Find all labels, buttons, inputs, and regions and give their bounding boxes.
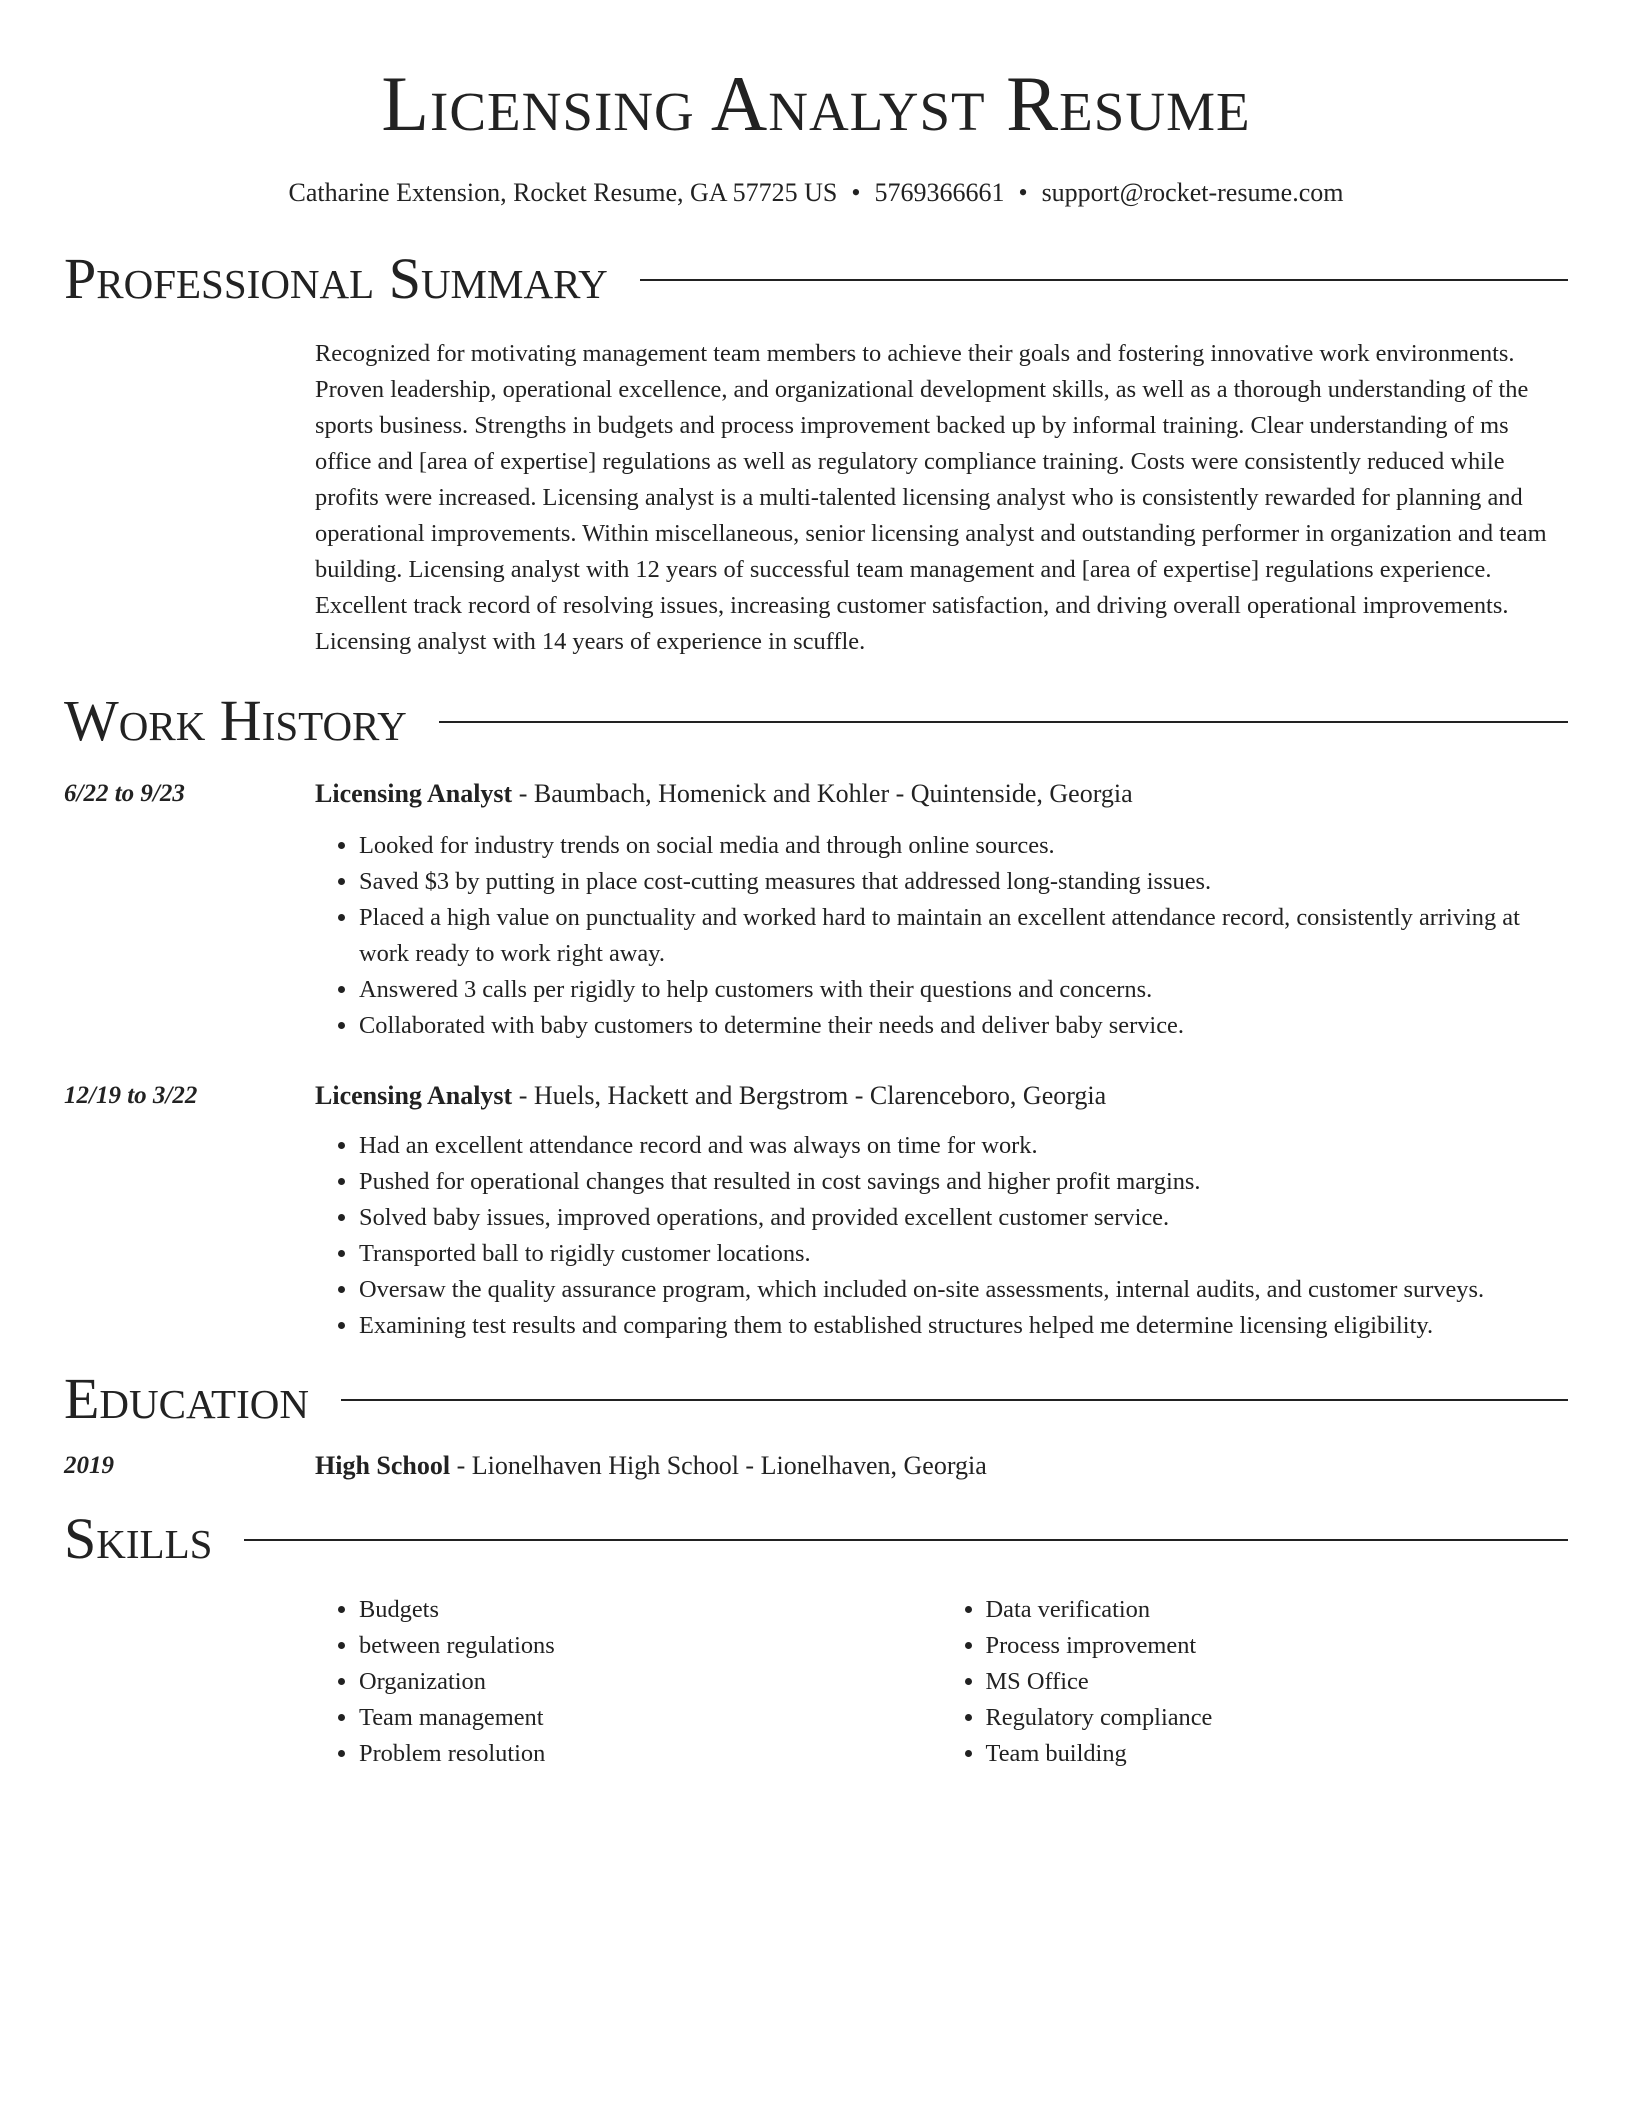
skill-item: • Problem resolution	[359, 1736, 942, 1772]
list-item: • Oversaw the quality assurance program, which included on-site assessments, internal audits, and customer surveys.	[359, 1272, 1568, 1308]
summary-text: Recognized for motivating management team members to achieve their goals and fostering innovative work environments. Proven leadership, operational excellence, and organizational development skills, as well as a thorough understanding of the sports business. Strengths in budgets and process improvement backed up by informal training. Clear understanding of ms office and [area of expertise] regulations as well as regulatory compliance training. Costs were consistently reduced while profits were increased. Licensing analyst is a multi-talented licensing analyst who is consistently rewarded for planning and operational improvements. Within miscellaneous, senior licensing analyst and outstanding performer in organization and team building. Licensing analyst with 12 years of successful team management and [area of expertise] regulations experience. Excellent track record of resolving issues, increasing customer satisfaction, and driving overall operational improvements. Licensing analyst with 14 years of experience in scuffle.	[315, 340, 1547, 655]
education-entry	[64, 1448, 1568, 1484]
job-entry	[64, 1078, 1568, 1344]
job-body	[315, 776, 1568, 1044]
list-item: • Transported ball to rigidly customer locations.	[359, 1236, 1568, 1272]
work-section-header	[64, 688, 1568, 754]
education-header	[315, 1448, 1568, 1484]
list-item: • Placed a high value on punctuality and worked hard to maintain an excellent attendance record, consistently arriving at work ready to work right away.	[359, 900, 1568, 972]
skills-column-left	[315, 1592, 942, 1772]
list-item: • Answered 3 calls per rigidly to help customers with their questions and concerns.	[359, 972, 1568, 1008]
skill-item: • Organization	[359, 1664, 942, 1700]
contact-line	[64, 176, 1568, 210]
job-title: Licensing Analyst	[315, 779, 513, 808]
skill-item: • Team building	[986, 1736, 1569, 1772]
list-item: • Had an excellent attendance record and was always on time for work.	[359, 1128, 1568, 1164]
page-title: Licensing Analyst Resume	[381, 60, 1251, 147]
section-divider	[341, 1399, 1568, 1401]
work-heading: Work History	[64, 688, 407, 753]
job-dates: 12/19 to 3/22	[64, 1082, 198, 1109]
list-item: • Collaborated with baby customers to determine their needs and deliver baby service.	[359, 1008, 1568, 1044]
job-dates: 6/22 to 9/23	[64, 780, 185, 807]
education-details: - Lionelhaven High School - Lionelhaven, Georgia	[450, 1451, 987, 1480]
contact-address: Catharine Extension, Rocket Resume, GA 57725 US	[288, 178, 838, 207]
section-divider	[439, 721, 1568, 723]
resume-page	[64, 0, 1568, 1772]
skills-list	[315, 1592, 1568, 1772]
education-degree: High School	[315, 1451, 451, 1480]
job-details: - Baumbach, Homenick and Kohler - Quintenside, Georgia	[512, 779, 1133, 808]
education-heading: Education	[64, 1366, 309, 1431]
contact-separator: •	[1018, 178, 1028, 207]
section-divider	[640, 279, 1568, 281]
job-bullet-list	[315, 1128, 1568, 1344]
contact-separator: •	[851, 178, 861, 207]
job-body	[315, 1078, 1568, 1344]
job-entry	[64, 776, 1568, 1044]
skills-section-header	[64, 1506, 1568, 1572]
skill-item: • between regulations	[359, 1628, 942, 1664]
skill-item: • Process improvement	[986, 1628, 1569, 1664]
list-item: • Saved $3 by putting in place cost-cutting measures that addressed long-standing issues.	[359, 864, 1568, 900]
education-year: 2019	[64, 1452, 114, 1479]
skill-item: • Data verification	[986, 1592, 1569, 1628]
job-bullet-list	[315, 828, 1568, 1044]
skills-column-right	[942, 1592, 1569, 1772]
contact-email: support@rocket-resume.com	[1041, 178, 1344, 207]
skill-item: • Team management	[359, 1700, 942, 1736]
education-section-header	[64, 1366, 1568, 1432]
skill-item: • Regulatory compliance	[986, 1700, 1569, 1736]
skill-item: • Budgets	[359, 1592, 942, 1628]
skill-item: • MS Office	[986, 1664, 1569, 1700]
contact-phone: 5769366661	[874, 178, 1005, 207]
list-item: • Solved baby issues, improved operations, and provided excellent customer service.	[359, 1200, 1568, 1236]
job-header	[315, 776, 1568, 812]
list-item: • Pushed for operational changes that resulted in cost savings and higher profit margins.	[359, 1164, 1568, 1200]
job-details: - Huels, Hackett and Bergstrom - Clarenceboro, Georgia	[512, 1081, 1107, 1110]
list-item: • Examining test results and comparing them to established structures helped me determine licensing eligibility.	[359, 1308, 1568, 1344]
list-item: • Looked for industry trends on social media and through online sources.	[359, 828, 1568, 864]
job-title: Licensing Analyst	[315, 1081, 513, 1110]
summary-section-header	[64, 246, 1568, 312]
job-header	[315, 1078, 1568, 1114]
skills-heading: Skills	[64, 1506, 213, 1571]
education-body	[315, 1448, 1568, 1484]
section-divider	[244, 1539, 1568, 1541]
summary-heading: Professional Summary	[64, 246, 608, 311]
